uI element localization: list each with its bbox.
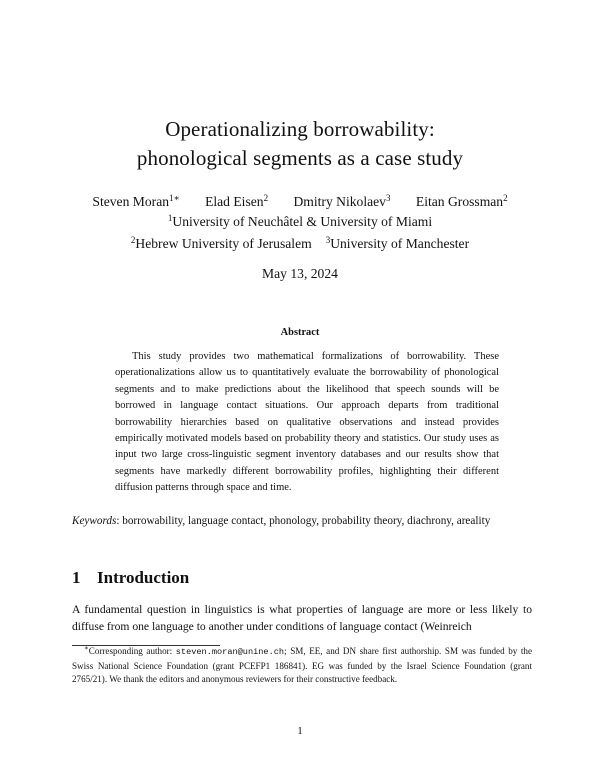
abstract-heading: Abstract [280, 327, 320, 338]
paper-title [0, 115, 600, 173]
title-line-1: Operationalizing borrowability: [165, 117, 435, 141]
author: Eitan Grossman$^2$ [415, 193, 508, 209]
affiliation-line-1: $^1$University of Neuchâtel & University of Miami [167, 213, 433, 229]
author-list [0, 192, 600, 211]
author: Elad Eisen$^2$ [205, 193, 269, 209]
section-title: Introduction [97, 568, 190, 587]
keywords-text: : borrowability, language contact, phonology, probability theory, diachrony, areality [116, 515, 491, 527]
section-number: 1 [72, 568, 81, 587]
footnote: ∗Corresponding author: steven.moran@unine.ch; SM, EE, and DN share first authorship. SM was funded by the Swiss National Science Foundation (grant PCEFP1 186841). EG was funded by the Israel Science Foundation (grant 2765/21). We thank the editors and anonymous reviewers for their constructive feedback. [72, 644, 532, 685]
intro-paragraph: A fundamental question in linguistics is what properties of language are more or less likely to diffuse from one language to another under conditions of language contact (Weinreich [72, 603, 532, 633]
abstract-text: This study provides two mathematical formalizations of borrowability. These operationalizations allow us to quantitatively evaluate the borrowability of phonological segments and to make predictions about the likelihood that speech sounds will be borrowed in language contact situations. Our approach departs from traditional borrowability hierarchies based on qualitative observations and instead provides empirically motivated models based on probability theory and statistics. Our study uses as input two large cross-linguistic segment inventory databases and our results show that segments have markedly different borrowability profiles, highlighting their different diffusion patterns through space and time. [115, 351, 499, 494]
keywords [72, 513, 532, 530]
affiliation-line-2: $^2$Hebrew University of Jerusalem $^3$University of Manchester [130, 235, 470, 251]
corresponding-email: steven.moran@unine.ch [175, 647, 285, 657]
author: Dmitry Nikolaev$^3$ [293, 193, 391, 209]
author: Steven Moran$^{1∗}$ [92, 193, 180, 209]
publication-date: May 13, 2024 [262, 266, 338, 281]
title-line-2: phonological segments as a case study [136, 146, 464, 170]
section-heading [72, 568, 532, 588]
keywords-label: Keywords [72, 515, 117, 527]
page-number: 1 [297, 725, 303, 737]
